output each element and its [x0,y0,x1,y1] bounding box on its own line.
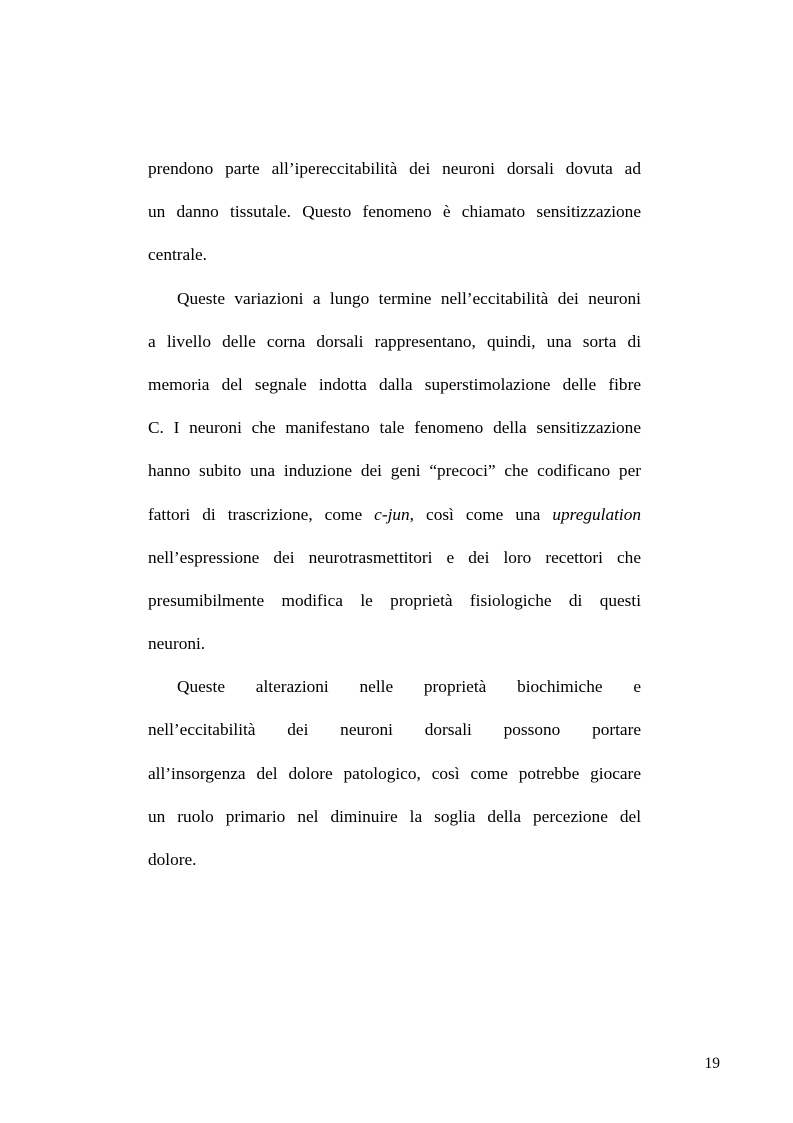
paragraph-1 [148,147,641,277]
text-line: neuroni. [148,634,206,654]
text-line: a livello delle corna dorsali rappresentano, quindi, una sorta di [148,331,641,351]
body-text [148,147,641,881]
page-number: 19 [704,1055,720,1072]
text-line: centrale. [148,245,207,265]
text-line: C. I neuroni che manifestano tale fenomeno della sensitizzazione [148,418,641,438]
italic-term-c-jun: c-jun [374,504,410,524]
text-line: memoria del segnale indotta dalla superstimolazione delle fibre [148,374,641,394]
text-line: nell’eccitabilità dei neuroni dorsali possono portare [148,720,641,740]
text-line: prendono parte all’ipereccitabilità dei neuroni dorsali dovuta ad [148,159,641,178]
text-line: Queste alterazioni nelle proprietà biochimiche e [177,677,641,697]
text-line: hanno subito una induzione dei geni “precoci” che codificano per [148,461,641,481]
paragraph-3 [148,665,641,881]
text-run: , così come una [409,504,553,524]
text-line: presumibilmente modifica le proprietà fisiologiche di questi [148,590,641,610]
paragraph-2 [148,277,641,666]
text-line-mixed [148,493,641,536]
text-line: un ruolo primario nel diminuire la soglia della percezione del [148,806,641,826]
text-line: Queste variazioni a lungo termine nell’eccitabilità dei neuroni [177,288,641,308]
italic-term-upregulation: upregulation [552,504,641,524]
text-run: fattori di trascrizione, come [148,504,375,524]
text-line: all’insorgenza del dolore patologico, così come potrebbe giocare [148,763,641,783]
text-line: dolore. [148,850,197,869]
text-line: nell’espressione dei neurotrasmettitori e dei loro recettori che [148,547,641,567]
text-line: un danno tissutale. Questo fenomeno è chiamato sensitizzazione [148,202,641,222]
